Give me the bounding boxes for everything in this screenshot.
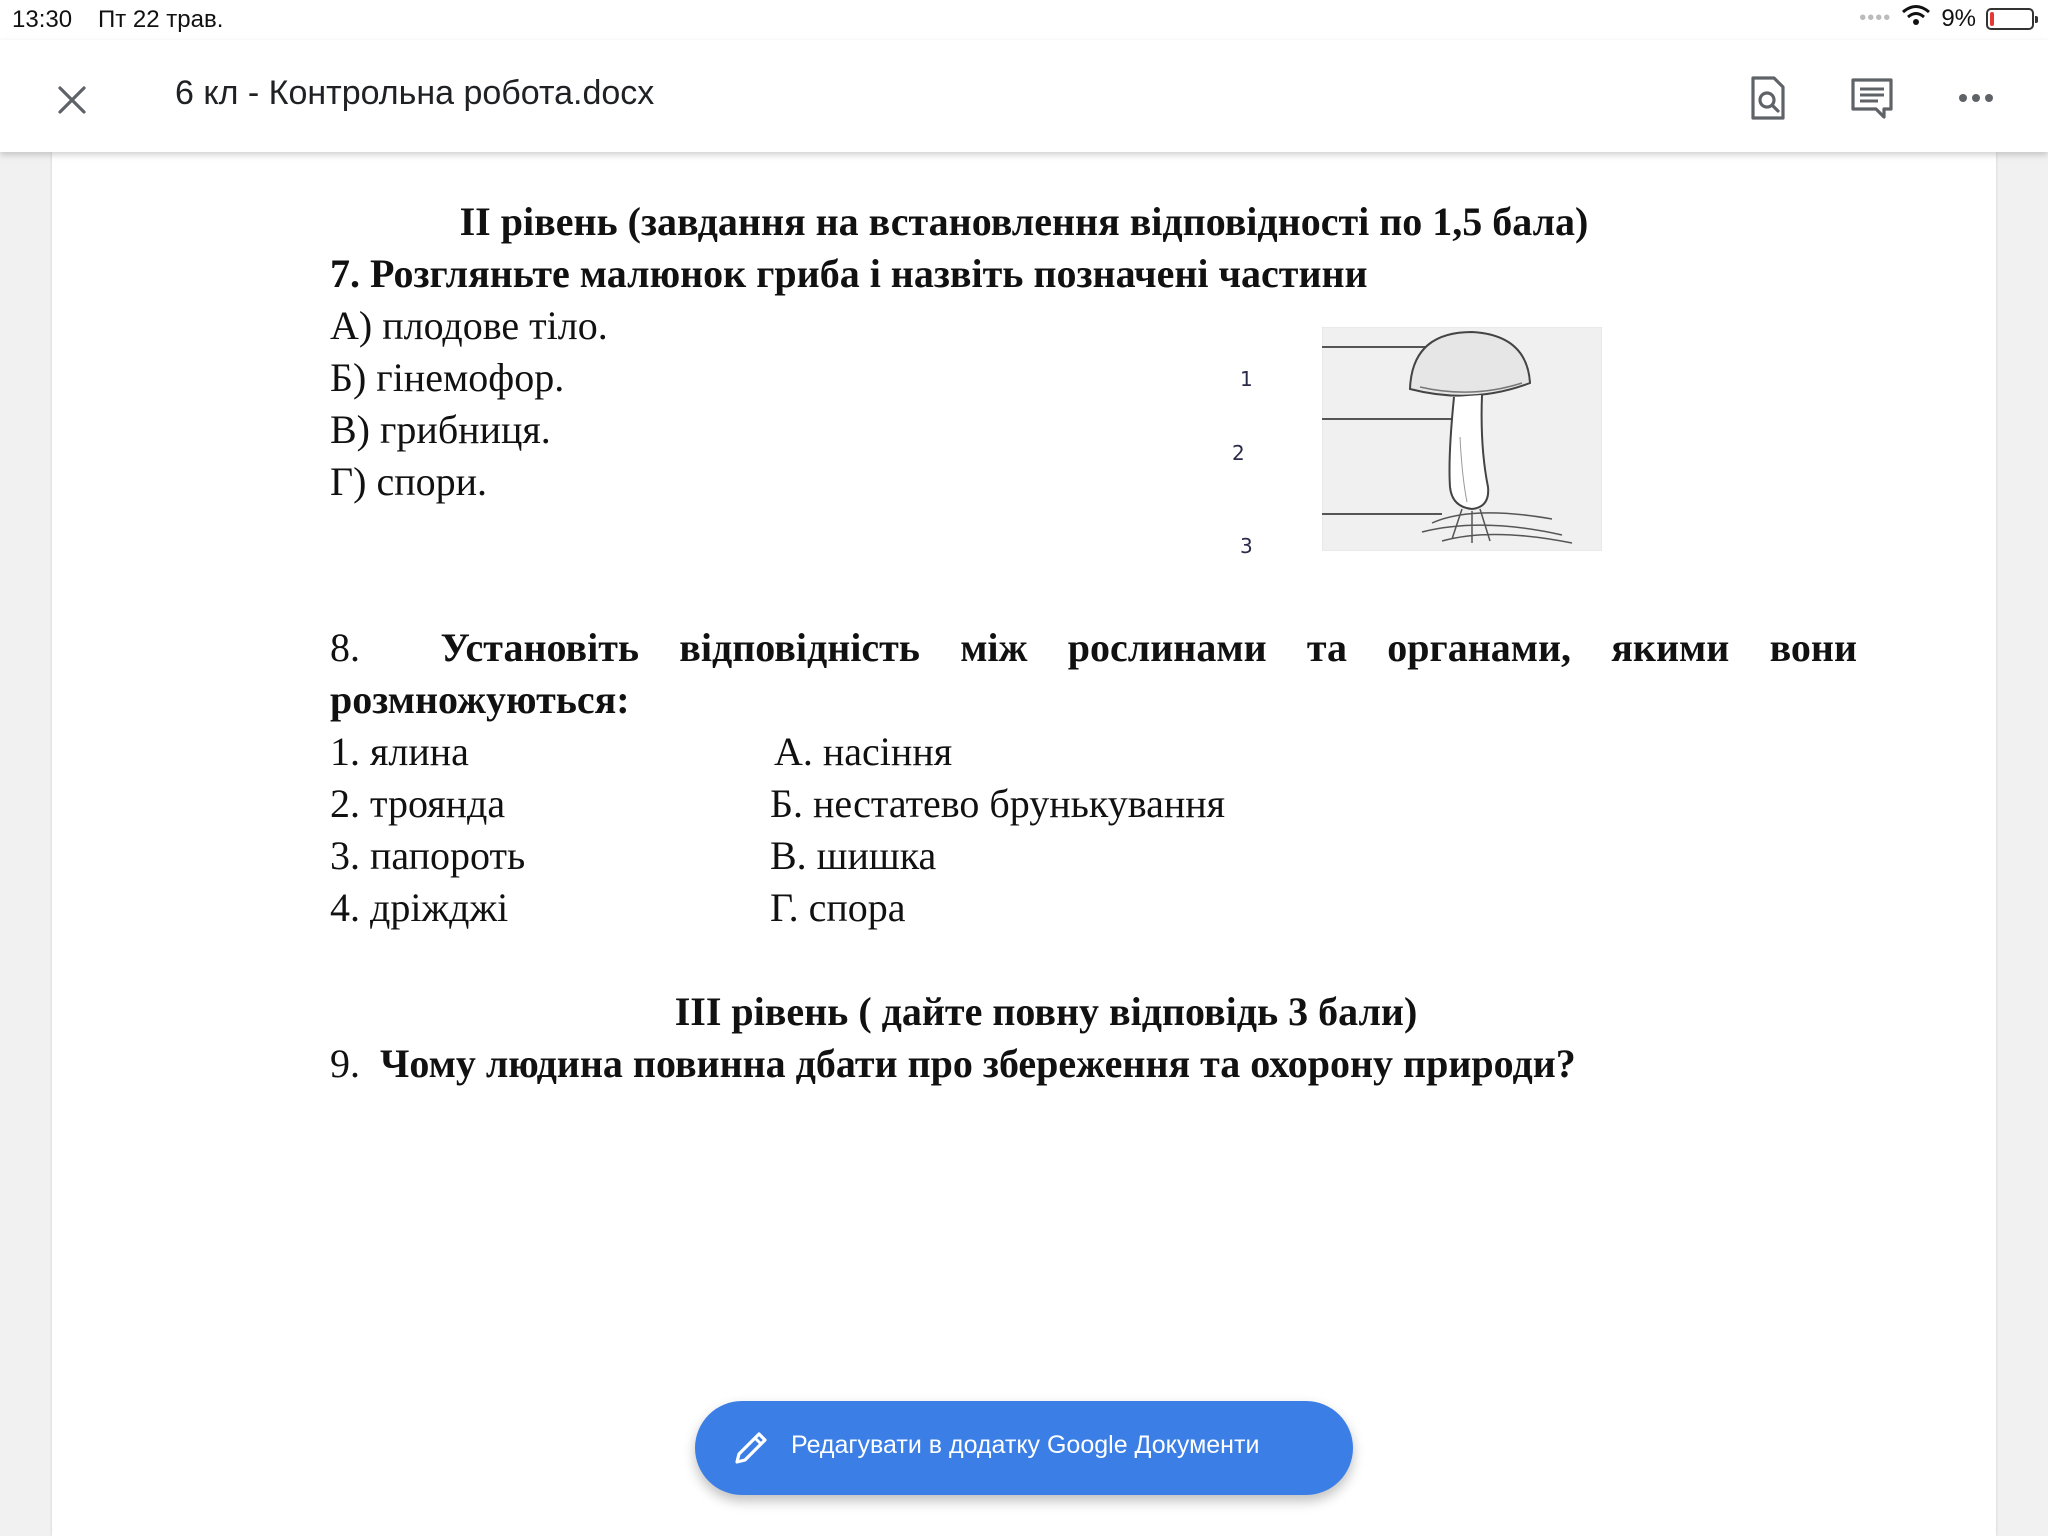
cellular-signal-icon: •••• [1859, 7, 1892, 29]
figure-label: 2 [1232, 441, 1245, 465]
question8-title [330, 622, 1857, 674]
q7-option: А) плодове тіло. [330, 303, 608, 348]
q8-right-item: Б. нестатево брунькування [770, 781, 1226, 826]
document-title: 6 кл - Контрольна робота.docx [175, 74, 655, 112]
document-search-icon [1750, 76, 1786, 120]
pencil-icon [731, 1428, 771, 1468]
comments-button[interactable] [1842, 68, 1902, 128]
question9-number: 9. [330, 1041, 360, 1086]
q8-left-item: 3. папороть [330, 833, 526, 878]
q8-left-item: 4. дріжджі [330, 885, 509, 930]
edit-button-label: Редагувати в додатку Google Документи [791, 1431, 1260, 1459]
status-bar [0, 0, 2048, 40]
status-time: 13:30 [12, 6, 73, 33]
status-indicators [1859, 4, 2034, 33]
q8-right-item: В. шишка [770, 833, 937, 878]
question8-number: 8. [330, 625, 360, 670]
figure-label: 3 [1240, 534, 1253, 558]
battery-icon [1986, 8, 2034, 30]
close-button[interactable] [44, 72, 100, 128]
battery-level [1990, 12, 1994, 26]
q8-right-item: Г. спора [770, 885, 906, 930]
question9-title: Чому людина повинна дбати про збереження та охорону природи? [380, 1041, 1576, 1086]
question7-title: 7. Розгляньте малюнок гриба і назвіть позначені частини [330, 251, 1368, 296]
q8-left-item: 1. ялина [330, 729, 469, 774]
app-bar [0, 40, 2048, 152]
battery-percent: 9% [1941, 4, 1976, 32]
more-horizontal-icon [1958, 93, 1994, 103]
level2-heading: ІІ рівень (завдання на встановлення відповідності по 1,5 бала) [459, 199, 1589, 244]
q8-left-item: 2. троянда [330, 781, 506, 826]
more-options-button[interactable] [1946, 68, 2006, 128]
figure-label: 1 [1240, 367, 1253, 391]
mushroom-illustration [1322, 327, 1602, 551]
edit-in-google-docs-button[interactable] [695, 1401, 1353, 1495]
document-page [52, 152, 1996, 1536]
question8-title-line1: Установіть відповідність між рослинами та органами, якими вони [440, 625, 1858, 670]
wifi-icon [1901, 4, 1931, 33]
status-date: Пт 22 трав. [98, 6, 224, 33]
comment-icon [1850, 77, 1894, 119]
question8-title-line2: розмножуються: [330, 677, 630, 722]
close-icon [57, 85, 87, 115]
mushroom-figure [1170, 327, 1610, 557]
level3-heading: ІІІ рівень ( дайте повну відповідь 3 бали) [674, 989, 1418, 1034]
find-in-document-button[interactable] [1738, 68, 1798, 128]
q7-option: В) грибниця. [330, 407, 551, 452]
q7-option: Г) спори. [330, 459, 488, 504]
question9 [330, 1038, 1576, 1090]
q7-option: Б) гінемофор. [330, 355, 565, 400]
q8-right-item: А. насіння [774, 729, 953, 774]
